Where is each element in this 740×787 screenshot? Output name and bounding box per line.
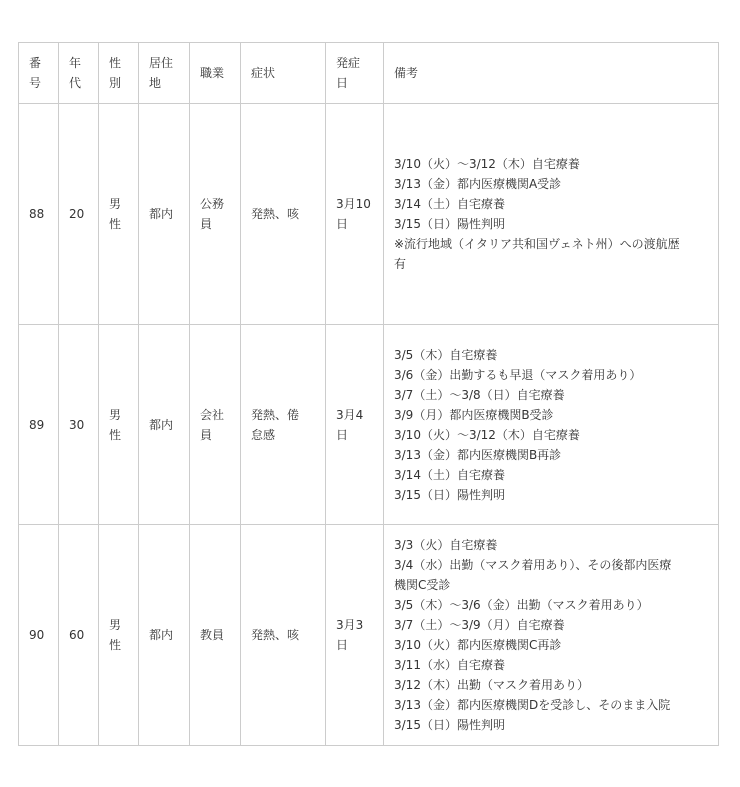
cell-symptoms: 発熱、咳 — [241, 104, 326, 325]
cell-occupation: 教員 — [190, 525, 241, 746]
cell-notes: 3/5（木）自宅療養 3/6（金）出勤するも早退（マスク着用あり） 3/7（土）～3/8（日）自宅療養 3/9（月）都内医療機関B受診 3/10（火）～3/12（木）自宅療養 3/13（金）都内医療機関B再診 3/14（土）自宅療養 3/15（日）陽性判明 — [384, 325, 719, 525]
table-row — [19, 325, 719, 525]
header-occupation: 職業 — [190, 43, 241, 104]
cell-number: 88 — [19, 104, 59, 325]
header-onset: 発症 日 — [326, 43, 384, 104]
cell-notes: 3/3（火）自宅療養 3/4（水）出勤（マスク着用あり）、その後都内医療 機関C受診 3/5（木）～3/6（金）出勤（マスク着用あり） 3/7（土）～3/9（月）自宅療養 3/10（火）都内医療機関C再診 3/11（水）自宅療養 3/12（木）出勤（マスク着用あり） 3/13（金）都内医療機関Dを受診し、そのまま入院 3/15（日）陽性判明 — [384, 525, 719, 746]
cell-notes: 3/10（火）～3/12（木）自宅療養 3/13（金）都内医療機関A受診 3/14（土）自宅療養 3/15（日）陽性判明 ※流行地域（イタリア共和国ヴェネト州）への渡航歴 有 — [384, 104, 719, 325]
cell-sex: 男 性 — [99, 325, 139, 525]
cell-occupation: 公務 員 — [190, 104, 241, 325]
table-header-row — [19, 43, 719, 104]
header-number: 番 号 — [19, 43, 59, 104]
cell-residence: 都内 — [139, 104, 190, 325]
cell-number: 89 — [19, 325, 59, 525]
cell-symptoms: 発熱、咳 — [241, 525, 326, 746]
cell-age: 30 — [59, 325, 99, 525]
table-row — [19, 525, 719, 746]
cell-onset: 3月10 日 — [326, 104, 384, 325]
table-row — [19, 104, 719, 325]
cell-age: 60 — [59, 525, 99, 746]
cell-onset: 3月3 日 — [326, 525, 384, 746]
header-age: 年 代 — [59, 43, 99, 104]
header-residence: 居住 地 — [139, 43, 190, 104]
header-sex: 性 別 — [99, 43, 139, 104]
cell-sex: 男 性 — [99, 104, 139, 325]
case-table-container — [18, 42, 718, 746]
cell-residence: 都内 — [139, 525, 190, 746]
cell-onset: 3月4 日 — [326, 325, 384, 525]
cell-occupation: 会社 員 — [190, 325, 241, 525]
header-notes: 備考 — [384, 43, 719, 104]
cell-number: 90 — [19, 525, 59, 746]
cell-symptoms: 発熱、倦 怠感 — [241, 325, 326, 525]
cell-sex: 男 性 — [99, 525, 139, 746]
case-table — [18, 42, 719, 746]
cell-age: 20 — [59, 104, 99, 325]
header-symptoms: 症状 — [241, 43, 326, 104]
cell-residence: 都内 — [139, 325, 190, 525]
